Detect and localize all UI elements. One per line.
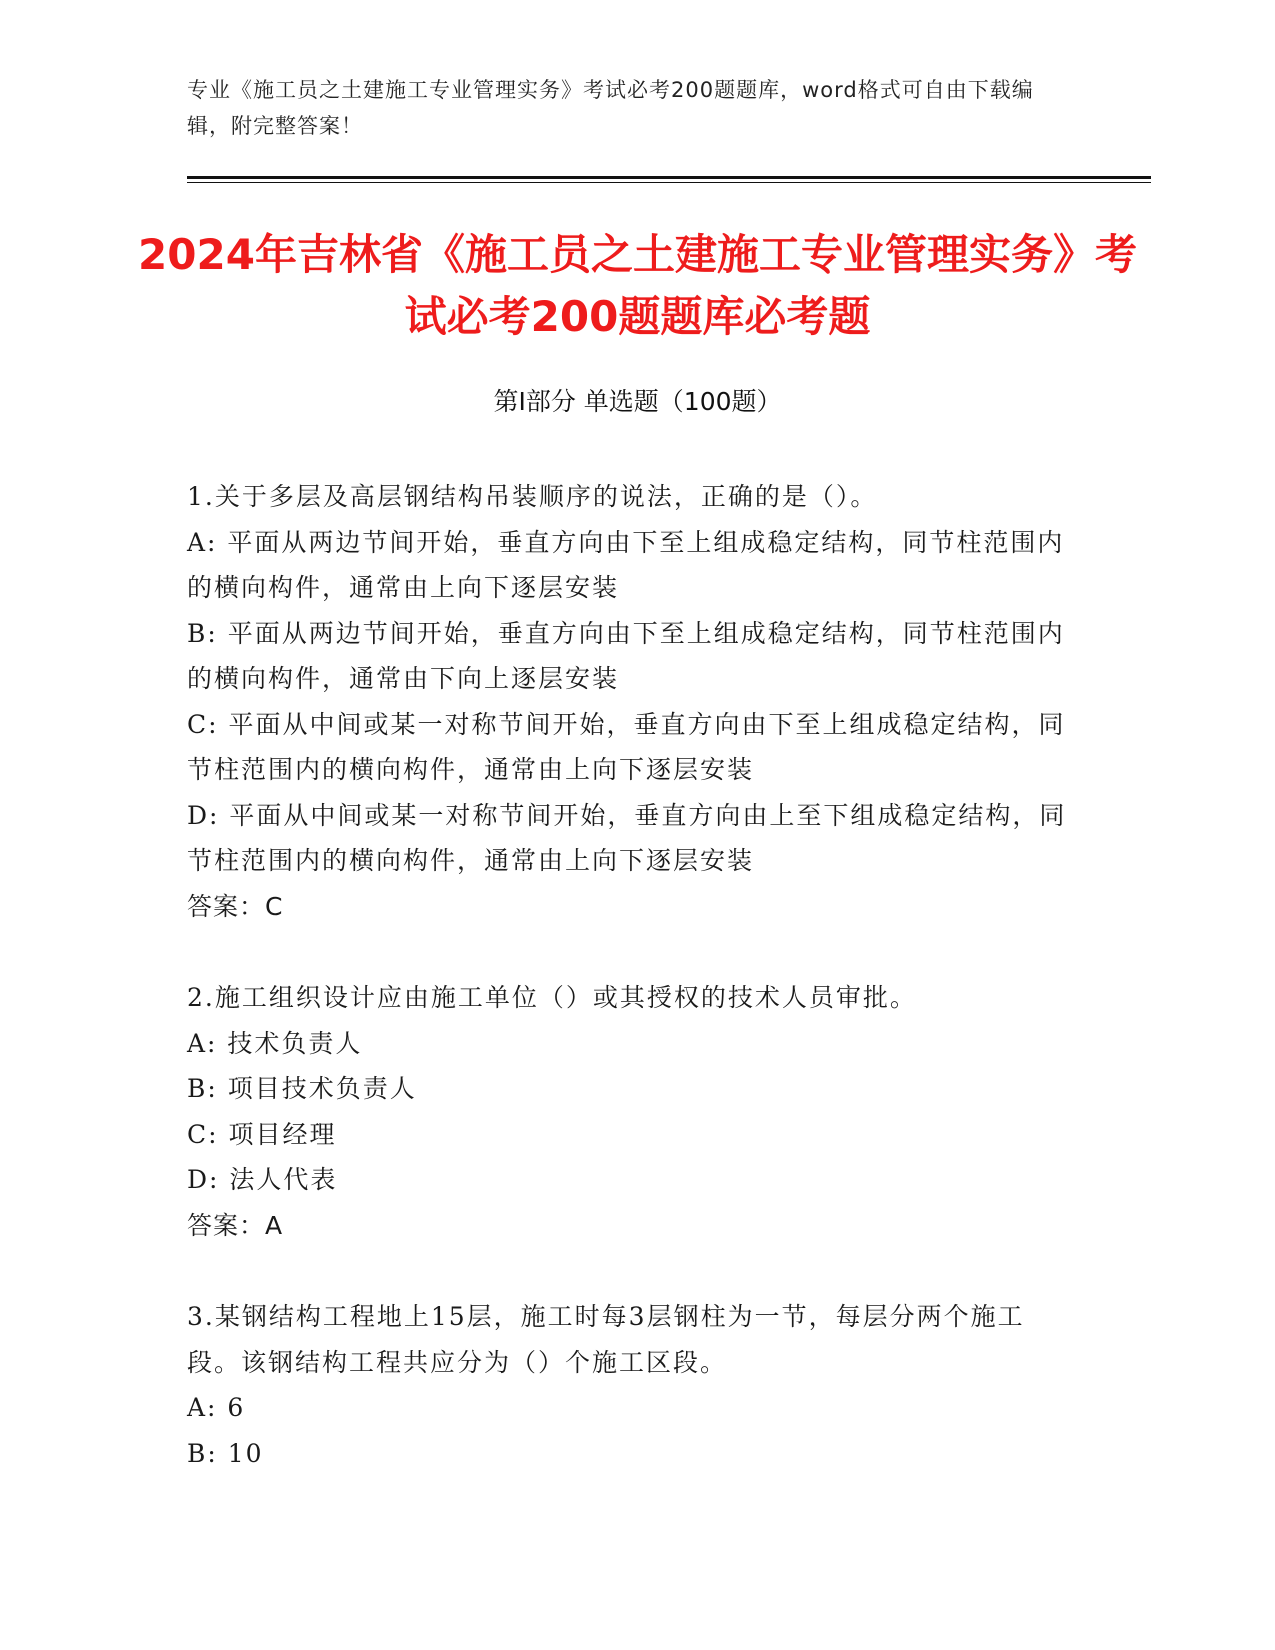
option-b: B: 平面从两边节间开始，垂直方向由下至上组成稳定结构，同节柱范围内的横向构件，通常由下向上逐层安装 xyxy=(187,618,1065,693)
option-d: D: 法人代表 xyxy=(187,1165,338,1194)
header-divider-thin xyxy=(187,182,1151,183)
option-a: A: 6 xyxy=(187,1393,246,1422)
option-a: A: 平面从两边节间开始，垂直方向由下至上组成稳定结构，同节柱范围内的横向构件，通常由上向下逐层安装 xyxy=(187,527,1065,602)
option-b: B: 项目技术负责人 xyxy=(187,1074,417,1103)
header-divider-thick xyxy=(187,176,1151,179)
document-title: 2024年吉林省《施工员之土建施工专业管理实务》考试必考200题题库必考题 xyxy=(138,230,1137,341)
question-stem: 2.施工组织设计应由施工单位（）或其授权的技术人员审批。 xyxy=(187,983,917,1012)
option-c: C: 平面从中间或某一对称节间开始，垂直方向由下至上组成稳定结构，同节柱范围内的横向构件，通常由上向下逐层安装 xyxy=(187,709,1066,784)
question-1 xyxy=(187,474,1067,929)
section-title: 第Ⅰ部分 单选题（100题） xyxy=(493,387,782,416)
option-d: D: 平面从中间或某一对称节间开始，垂直方向由上至下组成稳定结构，同节柱范围内的横向构件，通常由上向下逐层安装 xyxy=(187,800,1067,875)
answer-label: 答案：C xyxy=(187,891,284,921)
option-c: C: 项目经理 xyxy=(187,1119,337,1149)
question-2 xyxy=(187,975,1067,1248)
question-3 xyxy=(187,1294,1067,1476)
header-note: 专业《施工员之土建施工专业管理实务》考试必考200题题库，word格式可自由下载编辑，附完整答案！ xyxy=(187,78,1034,138)
option-b: B: 10 xyxy=(187,1438,264,1468)
question-list xyxy=(187,474,1067,1522)
question-stem: 1.关于多层及高层钢结构吊装顺序的说法，正确的是（）。 xyxy=(187,482,878,511)
option-a: A: 技术负责人 xyxy=(187,1028,363,1058)
question-stem: 3.某钢结构工程地上15层，施工时每3层钢柱为一节，每层分两个施工段。该钢结构工程共应分为（）个施工区段。 xyxy=(187,1302,1025,1377)
answer-label: 答案：A xyxy=(187,1210,284,1240)
